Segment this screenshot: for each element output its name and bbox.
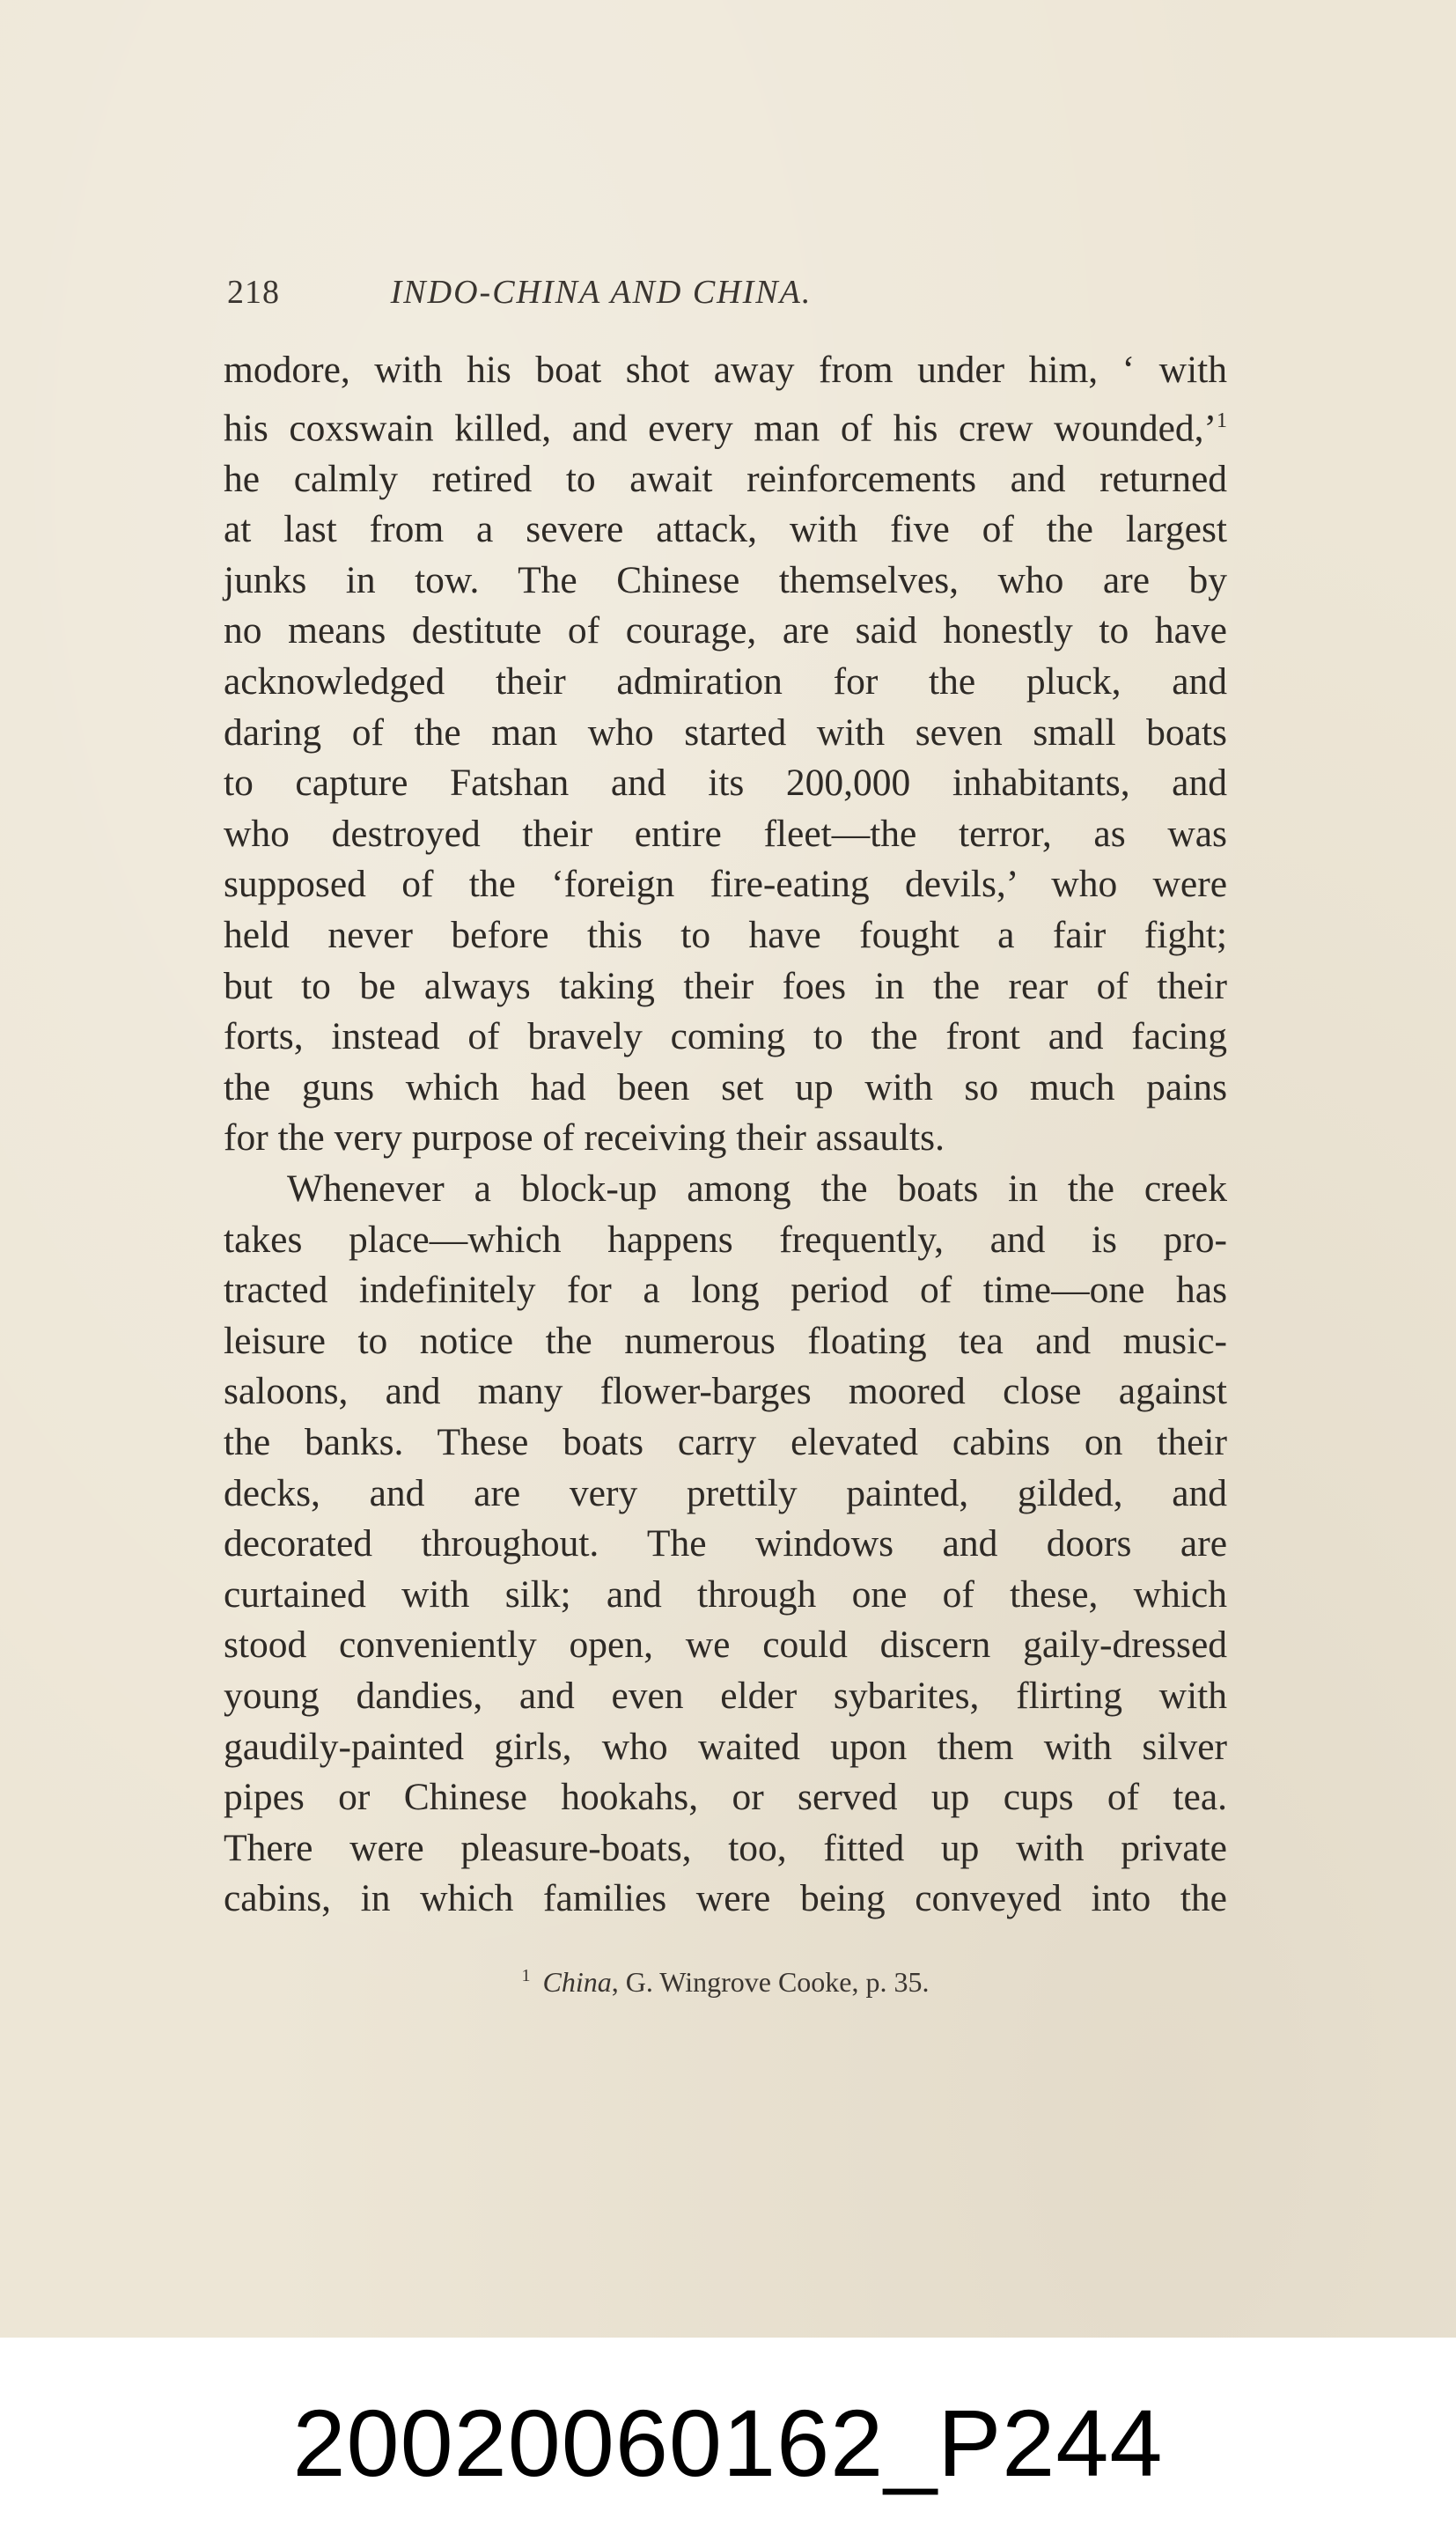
- text-line: saloons, and many flower-barges moored close against: [224, 1370, 1227, 1413]
- footnote-reference: 1: [1217, 409, 1227, 432]
- text-line: acknowledged their admiration for the pluck, and: [224, 660, 1227, 703]
- text-line: to capture Fatshan and its 200,000 inhabitants, and: [224, 762, 1227, 805]
- page-number: 218: [227, 274, 280, 311]
- text-line: supposed of the ‘foreign fire-eating devils,’ who were: [224, 863, 1227, 906]
- text-line: who destroyed their entire fleet—the terror, as was: [224, 812, 1227, 855]
- text-line: but to be always taking their foes in the rear of their: [224, 964, 1227, 1007]
- text-line: takes place—which happens frequently, and is pro-: [224, 1218, 1227, 1261]
- text-line: he calmly retired to await reinforcements and returned: [224, 457, 1227, 500]
- page-header: [227, 273, 975, 317]
- text-line: young dandies, and even elder sybarites, flirting with: [224, 1674, 1227, 1717]
- text-line: held never before this to have fought a fair fight;: [224, 914, 1227, 957]
- footnote-marker: 1: [521, 1966, 531, 1985]
- text-line: Whenever a block-up among the boats in the creek: [287, 1167, 1227, 1210]
- text-line: his coxswain killed, and every man of his crew wounded,’$^1$: [224, 407, 1227, 450]
- text-line: junks in tow. The Chinese themselves, who are by: [224, 558, 1227, 601]
- text-line: gaudily-painted girls, who waited upon them with silver: [224, 1725, 1227, 1768]
- footnote-title: China: [542, 1966, 612, 1998]
- text-line: daring of the man who started with seven small boats: [224, 711, 1227, 754]
- text-line: stood conveniently open, we could discern gaily-dressed: [224, 1624, 1227, 1667]
- body-text: [224, 345, 1227, 1925]
- text-line: leisure to notice the numerous floating tea and music-: [224, 1319, 1227, 1362]
- text-line: pipes or Chinese hookahs, or served up cups of tea.: [224, 1776, 1227, 1819]
- text-line: forts, instead of bravely coming to the front and facing: [224, 1015, 1227, 1058]
- text-line: modore, with his boat shot away from under him, ‘ with: [224, 349, 1227, 391]
- text-line: the banks. These boats carry elevated cabins on their: [224, 1420, 1227, 1463]
- text-line: There were pleasure-boats, too, fitted up with private: [224, 1826, 1227, 1869]
- text-line: no means destitute of courage, are said honestly to have: [224, 609, 1227, 652]
- running-head: INDO-CHINA AND CHINA.: [390, 274, 813, 311]
- text-line: for the very purpose of receiving their assaults.: [224, 1116, 945, 1160]
- text-line: the guns which had been set up with so much pains: [224, 1065, 1227, 1108]
- text-line: at last from a severe attack, with five of the largest: [224, 508, 1227, 551]
- text-line: decks, and are very prettily painted, gilded, and: [224, 1471, 1227, 1514]
- footnote-citation: , G. Wingrove Cooke, p. 35.: [611, 1966, 930, 1998]
- text-line: cabins, in which families were being conveyed into the: [224, 1877, 1227, 1920]
- archive-id-label: 20020060162_P244: [0, 2338, 1456, 2548]
- text-line: curtained with silk; and through one of these, which: [224, 1572, 1227, 1616]
- text-line: decorated throughout. The windows and doors are: [224, 1522, 1227, 1565]
- text-line: tracted indefinitely for a long period of time—one has: [224, 1269, 1227, 1312]
- footnote: [224, 1966, 1227, 1999]
